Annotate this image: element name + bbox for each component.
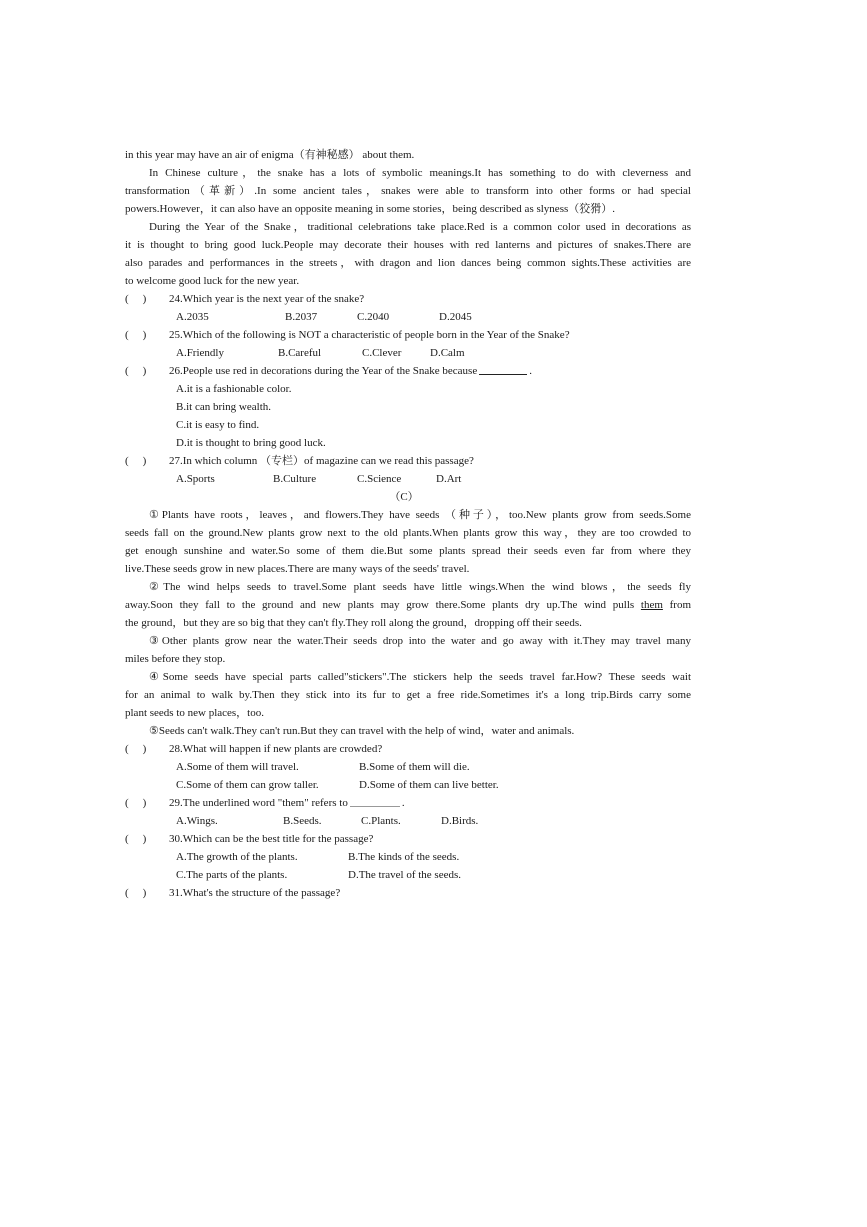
option: C.it is easy to find. bbox=[176, 419, 260, 431]
passage-line: the ground，but they are so big that they can't fly.They roll along the ground，dropping off their seeds. bbox=[125, 617, 582, 629]
question-text: In which column （专栏）of magazine can we read this passage? bbox=[182, 455, 474, 467]
answer-blank[interactable]: ( ) bbox=[125, 887, 147, 899]
passage-line: ②The wind helps seeds to travel.Some plant seeds have little wings.When the wind blows，the seeds fly bbox=[149, 581, 691, 593]
answer-blank[interactable]: ( ) bbox=[125, 797, 147, 809]
passage-line: ③Other plants grow near the water.Their seeds drop into the water and go away with it.They may travel many bbox=[149, 635, 691, 647]
passage-line: plant seeds to new places，too. bbox=[125, 707, 264, 719]
options-row bbox=[125, 470, 691, 488]
question-25 bbox=[125, 326, 691, 344]
options-row bbox=[125, 758, 691, 776]
options-row bbox=[125, 308, 691, 326]
answer-blank[interactable]: ( ) bbox=[125, 293, 147, 305]
option: A.Friendly bbox=[176, 347, 224, 359]
option: B.Culture bbox=[273, 473, 317, 485]
question-24 bbox=[125, 290, 691, 308]
option: B.Some of them will die. bbox=[359, 761, 470, 773]
option: B.2037 bbox=[285, 311, 318, 323]
passage-line: also parades and performances in the streets，with dragon and lion dances being common sights.These activities are bbox=[125, 257, 691, 269]
option: A.Some of them will travel. bbox=[176, 761, 299, 773]
passage-line: ⑤Seeds can't walk.They can't run.But they can travel with the help of wind，water and animals. bbox=[149, 725, 575, 737]
answer-blank[interactable]: ( ) bbox=[125, 743, 147, 755]
worksheet-page bbox=[125, 146, 691, 902]
option: D.it is thought to bring good luck. bbox=[176, 437, 326, 449]
option: A.2035 bbox=[176, 311, 209, 323]
question-number: 28. bbox=[169, 743, 183, 755]
question-number: 29. bbox=[169, 797, 183, 809]
option: B.Careful bbox=[278, 347, 322, 359]
passage-line: to welcome good luck for the new year. bbox=[125, 275, 300, 287]
question-27 bbox=[125, 452, 691, 470]
passage-line: ①Plants have roots，leaves，and flowers.They have seeds （种子），too.New plants grow from seeds.Some bbox=[149, 509, 691, 521]
passage-line: transformation（革新）.In some ancient tales，snakes were able to transform into other forms or had special bbox=[125, 185, 691, 197]
question-text: Which can be the best title for the passage? bbox=[182, 833, 374, 845]
options-row bbox=[125, 776, 691, 794]
option: D.Art bbox=[436, 473, 462, 485]
option: C.Science bbox=[357, 473, 402, 485]
option: D.The travel of the seeds. bbox=[348, 869, 462, 881]
options-row bbox=[125, 344, 691, 362]
question-text: People use red in decorations during the Year of the Snake because bbox=[182, 365, 478, 377]
answer-blank[interactable]: ( ) bbox=[125, 365, 147, 377]
question-text: What's the structure of the passage? bbox=[182, 887, 341, 899]
option: D.Birds. bbox=[441, 815, 479, 827]
passage-line: During the Year of the Snake，traditional celebrations take place.Red is a common color used in decorations as bbox=[149, 221, 691, 233]
question-text: What will happen if new plants are crowded? bbox=[182, 743, 383, 755]
question-30 bbox=[125, 830, 691, 848]
fill-blank[interactable] bbox=[479, 362, 527, 375]
option: B.The kinds of the seeds. bbox=[348, 851, 460, 863]
option: C.The parts of the plants. bbox=[176, 869, 288, 881]
question-text: Which year is the next year of the snake? bbox=[182, 293, 365, 305]
passage-line: In Chinese culture，the snake has a lots of symbolic meanings.It has something to do with cleverness and bbox=[149, 167, 691, 179]
section-title: （C） bbox=[389, 491, 419, 503]
question-28 bbox=[125, 740, 691, 758]
option: D.Calm bbox=[430, 347, 465, 359]
option: B.Seeds. bbox=[283, 815, 322, 827]
passage-line: away.Soon they fall to the ground and new plants may grow there.Some plants dry up.The wind pulls them from bbox=[125, 599, 692, 611]
question-26: ( ) 26. People use red in decorations during the Year of the Snake because . bbox=[125, 362, 691, 380]
answer-blank[interactable]: ( ) bbox=[125, 329, 147, 341]
option: A.Wings. bbox=[176, 815, 218, 827]
question-29: ( ) 29. The underlined word "them" refers to . bbox=[125, 794, 691, 812]
passage-line: it is thought to bring good luck.People may decorate their houses with red lanterns and pictures of snakes.There are bbox=[125, 239, 691, 251]
question-text: Which of the following is NOT a characteristic of people born in the Year of the Snake? bbox=[182, 329, 570, 341]
option: D.Some of them can live better. bbox=[359, 779, 499, 791]
options-row bbox=[125, 866, 691, 884]
option: A.it is a fashionable color. bbox=[176, 383, 292, 395]
question-number: 25. bbox=[169, 329, 183, 341]
option: C.2040 bbox=[357, 311, 390, 323]
passage-line: seeds fall on the ground.New plants grow next to the old plants.When plants grow this way，they are too crowded to bbox=[125, 527, 691, 539]
option: C.Clever bbox=[362, 347, 402, 359]
answer-blank[interactable]: ( ) bbox=[125, 833, 147, 845]
option: B.it can bring wealth. bbox=[176, 401, 272, 413]
passage-line: for an animal to walk by.Then they stick into its fur to get a free ride.Sometimes it's a long trip.Birds carry some bbox=[125, 689, 691, 701]
options-row bbox=[125, 848, 691, 866]
passage-line: get enough sunshine and water.So some of them die.But some plants spread their seeds even far from where they bbox=[125, 545, 691, 557]
passage-line: ④Some seeds have special parts called"stickers".The stickers help the seeds travel far.How? These seeds wait bbox=[149, 671, 691, 683]
option: D.2045 bbox=[439, 311, 472, 323]
underlined-word: them bbox=[640, 599, 663, 611]
passage-line: powers.However，it can also have an opposite meaning in some stories，being described as slyness（狡猾）. bbox=[125, 203, 616, 215]
passage-line: miles before they stop. bbox=[125, 653, 226, 665]
answer-blank[interactable]: ( ) bbox=[125, 455, 147, 467]
question-number: 26. bbox=[169, 365, 183, 377]
question-31 bbox=[125, 884, 691, 902]
option: A.The growth of the plants. bbox=[176, 851, 298, 863]
fill-blank[interactable] bbox=[350, 794, 400, 807]
question-number: 24. bbox=[169, 293, 183, 305]
passage-line: in this year may have an air of enigma（有神秘感） about them. bbox=[125, 149, 415, 161]
question-number: 30. bbox=[169, 833, 183, 845]
question-number: 27. bbox=[169, 455, 183, 467]
option: C.Plants. bbox=[361, 815, 401, 827]
passage-line: live.These seeds grow in new places.There are many ways of the seeds' travel. bbox=[125, 563, 470, 575]
option: A.Sports bbox=[176, 473, 215, 485]
question-number: 31. bbox=[169, 887, 183, 899]
option: C.Some of them can grow taller. bbox=[176, 779, 319, 791]
options-row bbox=[125, 812, 691, 830]
question-text: The underlined word "them" refers to bbox=[182, 797, 348, 809]
